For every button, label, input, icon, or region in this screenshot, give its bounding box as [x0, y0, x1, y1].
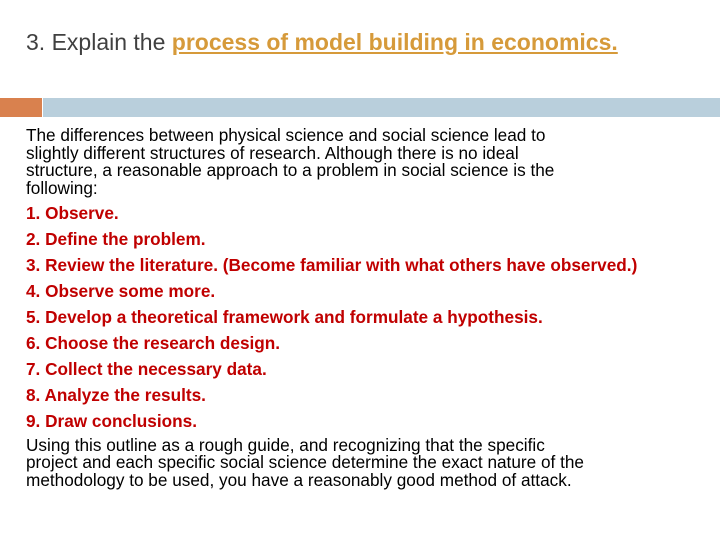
closing-paragraph: [26, 434, 696, 490]
intro-line: structure, a reasonable approach to a problem in social science is the: [26, 160, 555, 180]
step-item: 4. Observe some more.: [26, 280, 216, 301]
step-item: 5. Develop a theoretical framework and formulate a hypothesis.: [26, 306, 543, 327]
accent-bar-orange: [0, 98, 42, 117]
closing-line: methodology to be used, you have a reasonably good method of attack.: [26, 469, 572, 490]
step-item: 7. Collect the necessary data.: [26, 358, 267, 379]
title-highlight: process of model building in economics.: [171, 29, 618, 55]
slide-title: [26, 27, 666, 58]
step-item: 9. Draw conclusions.: [26, 410, 197, 431]
closing-line: Using this outline as a rough guide, and recognizing that the specific: [26, 434, 545, 455]
accent-bar-blue: [43, 98, 720, 117]
slide-body: [26, 127, 696, 489]
title-prefix: 3. Explain the: [26, 29, 172, 55]
intro-paragraph: [26, 127, 696, 197]
step-item: 2. Define the problem.: [26, 229, 206, 249]
intro-line: slightly different structures of research. Although there is no ideal: [26, 142, 519, 163]
closing-line: project and each specific social science determine the exact nature of the: [26, 452, 584, 472]
intro-line: The differences between physical science and social science lead to: [26, 125, 546, 145]
intro-line: following:: [26, 177, 98, 198]
step-item: 6. Choose the research design.: [26, 332, 281, 353]
step-item: 3. Review the literature. (Become familiar with what others have observed.): [26, 255, 638, 275]
step-item: 8. Analyze the results.: [26, 384, 206, 405]
step-item: 1. Observe.: [26, 203, 119, 223]
